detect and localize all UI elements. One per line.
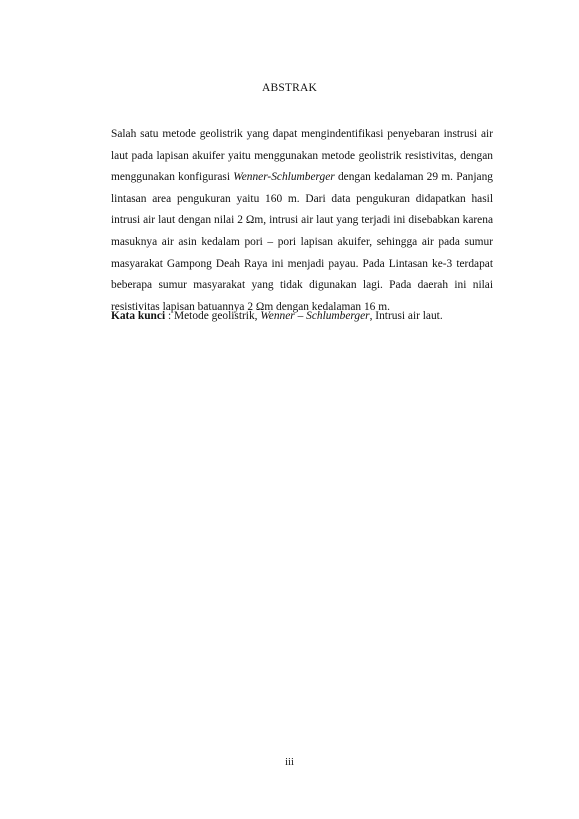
abstract-body [111, 124, 493, 318]
abstract-text-part1: Salah satu metode geolistrik yang dapat mengindentifikasi penyebaran instrusi air laut pada lapisan akuifer yaitu menggunakan metode geolistrik resistivitas, dengan menggunakan konfigurasi [111, 128, 493, 184]
page-title: ABSTRAK [261, 82, 318, 94]
abstract-text-part2: dengan kedalaman 29 m. Panjang lintasan area pengukuran yaitu 160 m. Dari data pengukuran didapatkan hasil intrusi air laut dengan nilai 2 Ωm, intrusi air laut yang terjadi ini disebabkan karena masuknya air asin kedalam pori – pori lapisan akuifer, sehingga air pada sumur masyarakat Gampong Deah Raya ini menjadi payau. Pada Lintasan ke-3 terdapat beberapa sumur masyarakat yang tidak digunakan lagi. Pada daerah ini nilai resistivitas lapisan batuannya 2 Ωm dengan kedalaman 16 m. [111, 171, 493, 313]
keywords-separator: : Metode geolistrik, [165, 310, 261, 322]
configuration-name: Wenner-Schlumberger [233, 171, 335, 184]
abstract-paragraph [111, 124, 493, 318]
keywords-line [111, 306, 493, 328]
keyword-method: Wenner – Schlumberger [260, 310, 370, 322]
page-number: iii [285, 757, 294, 768]
keywords-rest: , Intrusi air laut. [369, 310, 443, 322]
keywords-label: Kata kunci [111, 310, 166, 322]
